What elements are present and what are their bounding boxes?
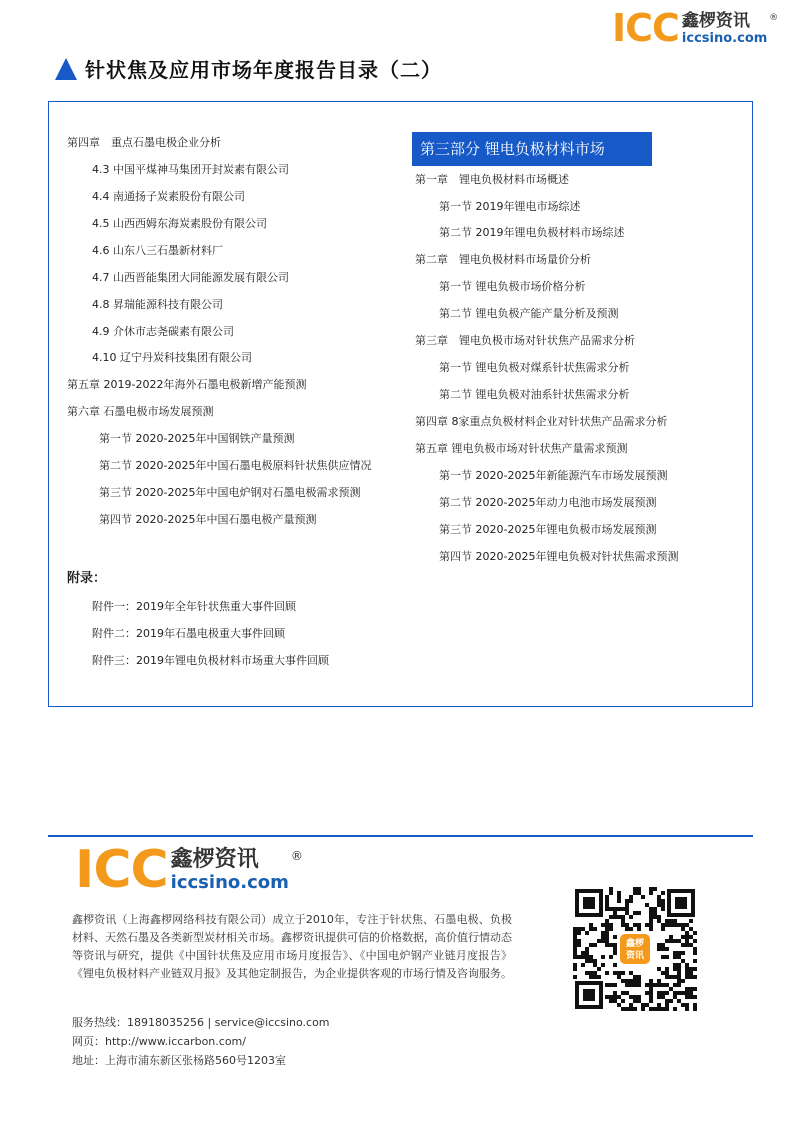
toc-chapter: 第四章 重点石墨电极企业分析 <box>67 136 221 149</box>
toc-section: 第三节 2020-2025年中国电炉钢对石墨电极需求预测 <box>99 486 361 499</box>
toc-box <box>48 101 753 707</box>
toc-chapter: 第四章 8家重点负极材料企业对针状焦产品需求分析 <box>415 415 668 428</box>
toc-entry: 4.3 中国平煤神马集团开封炭素有限公司 <box>92 163 289 176</box>
appendix-title: 附录： <box>67 571 107 586</box>
toc-entry: 4.7 山西晋能集团大同能源发展有限公司 <box>92 271 289 284</box>
toc-section: 第四节 2020-2025年中国石墨电极产量预测 <box>99 513 317 526</box>
toc-chapter: 第五章 2019-2022年海外石墨电极新增产能预测 <box>67 378 307 391</box>
appendix-item: 附件二：2019年石墨电极重大事件回顾 <box>92 627 285 640</box>
toc-section: 第二节 2020-2025年中国石墨电极原料针状焦供应情况 <box>99 459 372 472</box>
page-title <box>55 54 442 83</box>
contact-website: 网页：http://www.iccarbon.com/ <box>72 1035 246 1048</box>
logo-icc-text: ICC <box>612 6 679 50</box>
logo-cn-name: 鑫椤资讯 ® <box>682 11 767 31</box>
toc-entry: 4.9 介休市志尧碳素有限公司 <box>92 325 234 338</box>
page-title-text: 针状焦及应用市场年度报告目录（二） <box>85 58 442 82</box>
logo-url: iccsino.com <box>681 30 768 46</box>
appendix-item: 附件一：2019年全年针状焦重大事件回顾 <box>92 600 296 613</box>
toc-section: 第四节 2020-2025年锂电负极对针状焦需求预测 <box>439 550 679 563</box>
appendix-item: 附件三：2019年锂电负极材料市场重大事件回顾 <box>92 654 329 667</box>
toc-entry: 4.8 昇瑞能源科技有限公司 <box>92 298 223 311</box>
registered-mark: ® <box>290 849 303 863</box>
toc-section: 第一节 2020-2025年中国钢铁产量预测 <box>99 432 295 445</box>
part3-banner: 第三部分 锂电负极材料市场 <box>412 132 652 166</box>
toc-entry: 4.4 南通扬子炭素股份有限公司 <box>92 190 245 203</box>
company-description: 鑫椤资讯（上海鑫椤网络科技有限公司）成立于2010年，专注于针状焦、石墨电极、负极材料、天然石墨及各类新型炭材相关市场。鑫椤资讯提供可信的价格数据，高价值行情动态等资讯与研究，提供《中国针状焦及应用市场月度报告》、《中国电炉钢产业链月度报告》《锂电负极材料产业链双月报》及其他定制报告，为企业提供客观的市场行情及咨询服务。 <box>72 913 512 980</box>
toc-entry: 4.6 山东八三石墨新材料厂 <box>92 244 223 257</box>
logo-cn-name: 鑫椤资讯 ® <box>171 847 289 873</box>
registered-mark: ® <box>769 12 779 23</box>
contact-hotline: 服务热线：18918035256 | service@iccsino.com <box>72 1016 330 1029</box>
toc-section: 第二节 锂电负极对油系针状焦需求分析 <box>439 388 630 401</box>
toc-section: 第一节 锂电负极对煤系针状焦需求分析 <box>439 361 630 374</box>
toc-section: 第一节 2020-2025年新能源汽车市场发展预测 <box>439 469 668 482</box>
logo-icc-text: ICC <box>75 840 168 900</box>
footer-logo <box>75 840 303 900</box>
toc-entry: 4.10 辽宁丹炭科技集团有限公司 <box>92 351 252 364</box>
toc-section: 第三节 2020-2025年锂电负极市场发展预测 <box>439 523 657 536</box>
toc-entry: 4.5 山西西姆东海炭素股份有限公司 <box>92 217 267 230</box>
qr-badge-top: 鑫椤 <box>625 939 645 949</box>
toc-section: 第一节 锂电负极市场价格分析 <box>439 280 586 293</box>
toc-section: 第一节 2019年锂电市场综述 <box>439 200 581 213</box>
qr-badge-bottom: 资讯 <box>625 951 645 961</box>
toc-chapter: 第二章 锂电负极材料市场量价分析 <box>415 253 591 266</box>
toc-section: 第二节 锂电负极产能产量分析及预测 <box>439 307 619 320</box>
contact-address: 地址：上海市浦东新区张杨路560号1203室 <box>72 1054 286 1067</box>
toc-chapter: 第三章 锂电负极市场对针状焦产品需求分析 <box>415 334 635 347</box>
footer-divider <box>48 835 753 837</box>
toc-section: 第二节 2019年锂电负极材料市场综述 <box>439 226 625 239</box>
triangle-icon <box>55 58 77 80</box>
header-logo <box>612 6 779 50</box>
qr-code-icon <box>573 887 697 1011</box>
toc-chapter: 第一章 锂电负极材料市场概述 <box>415 173 569 186</box>
toc-chapter: 第五章 锂电负极市场对针状焦产量需求预测 <box>415 442 628 455</box>
logo-url: iccsino.com <box>170 872 289 893</box>
toc-chapter: 第六章 石墨电极市场发展预测 <box>67 405 214 418</box>
toc-section: 第二节 2020-2025年动力电池市场发展预测 <box>439 496 657 509</box>
